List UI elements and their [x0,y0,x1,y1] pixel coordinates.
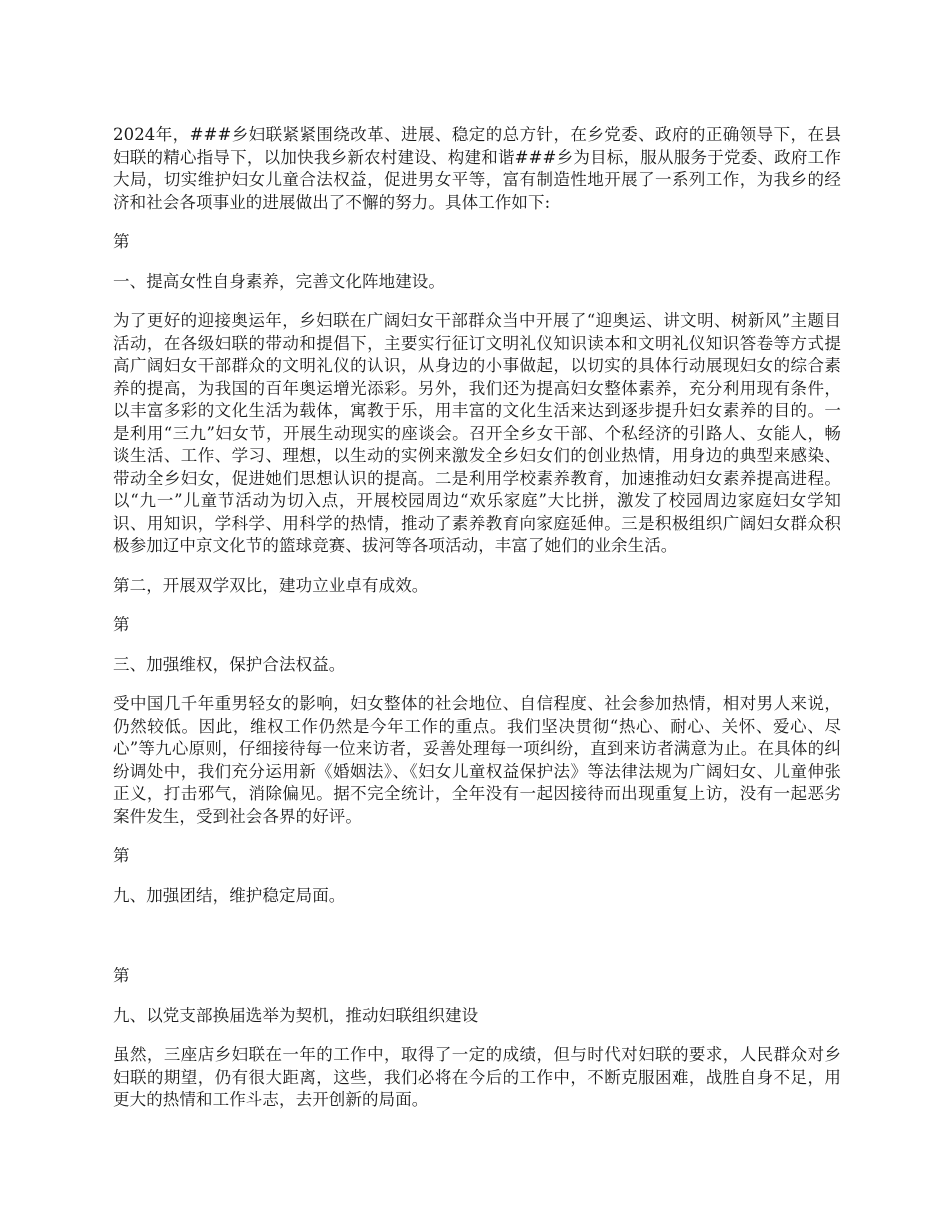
section-heading: 第二，开展双学双比，建功立业卓有成效。 [113,575,429,595]
body-paragraph: 受中国几千年重男轻女的影响，妇女整体的社会地位、自信程度、社会参加热情，相对男人来说，仍然较低。因此，维权工作仍然是今年工作的重点。我们坚决贯彻“热心、耐心、关怀、爱心、尽心”等九心原则，仔细接待每一位来访者，妥善处理每一项纠纷，直到来访者满意为止。在具体的纠纷调处中，我们充分运用新《婚姻法》、《妇女儿童权益保护法》等法律法规为广阔妇女、儿童伸张正义，打击邪气，消除偏见。据不完全统计，全年没有一起因接待而出现重复上访，没有一起恶劣案件发生，受到社会各界的好评。 [113,694,841,826]
section-heading: 一、提高女性自身素养，完善文化阵地建设。 [113,271,445,291]
closing-paragraph: 虽然，三座店乡妇联在一年的工作中，取得了一定的成绩，但与时代对妇联的要求，人民群众对乡妇联的期望，仍有很大距离，这些，我们必将在今后的工作中，不断克服困难，战胜自身不足，用更大的热情和工作斗志，去开创新的局面。 [113,1045,841,1109]
intro-paragraph: 2024年，###乡妇联紧紧围绕改革、进展、稳定的总方针，在乡党委、政府的正确领导下，在县妇联的精心指导下，以加快我乡新农村建设、构建和谐###乡为目标，服从服务于党委、政府工作大局，切实维护妇女儿童合法权益，促进男女平等，富有制造性地开展了一系列工作，为我乡的经济和社会各项事业的进展做出了不懈的努力。具体工作如下: [113,125,841,212]
document-body [113,124,841,1112]
section-heading: 九、以党支部换届选举为契机，推动妇联组织建设 [113,1005,479,1025]
body-paragraph: 为了更好的迎接奥运年，乡妇联在广阔妇女干部群众当中开展了“迎奥运、讲文明、树新风”主题目活动，在各级妇联的带动和提倡下，主要实行征订文明礼仪知识读本和文明礼仪知识答卷等方式提高广阔妇女干部群众的文明礼仪的认识，从身边的小事做起，以切实的具体行动展现妇女的综合素养的提高，为我国的百年奥运增光添彩。另外，我们还为提高妇女整体素养，充分利用现有条件，以丰富多彩的文化生活为载体，寓教于乐，用丰富的文化生活来达到逐步提升妇女素养的目的。一是利用“三九”妇女节，开展生动现实的座谈会。召开全乡女干部、个私经济的引路人、女能人，畅谈生活、工作、学习、理想，以生动的实例来激发全乡妇女们的创业热情，用身边的典型来感染、带动全乡妇女，促进她们思想认识的提高。二是利用学校素养教育，加速推动妇女素养提高进程。以“九一”儿童节活动为切入点，开展校园周边“欢乐家庭”大比拼，激发了校园周边家庭妇女学知识、用知识，学科学、用科学的热情，推动了素养教育向家庭延伸。三是积极组织广阔妇女群众积极参加辽中京文化节的篮球竞赛、拔河等各项活动，丰富了她们的业余生活。 [113,311,841,555]
section-heading: 三、加强维权，保护合法权益。 [113,654,346,674]
section-marker: 第 [113,966,130,985]
section-marker: 第 [113,232,130,251]
section-marker: 第 [113,615,130,634]
section-marker: 第 [113,846,130,865]
section-heading: 九、加强团结，维护稳定局面。 [113,885,346,905]
